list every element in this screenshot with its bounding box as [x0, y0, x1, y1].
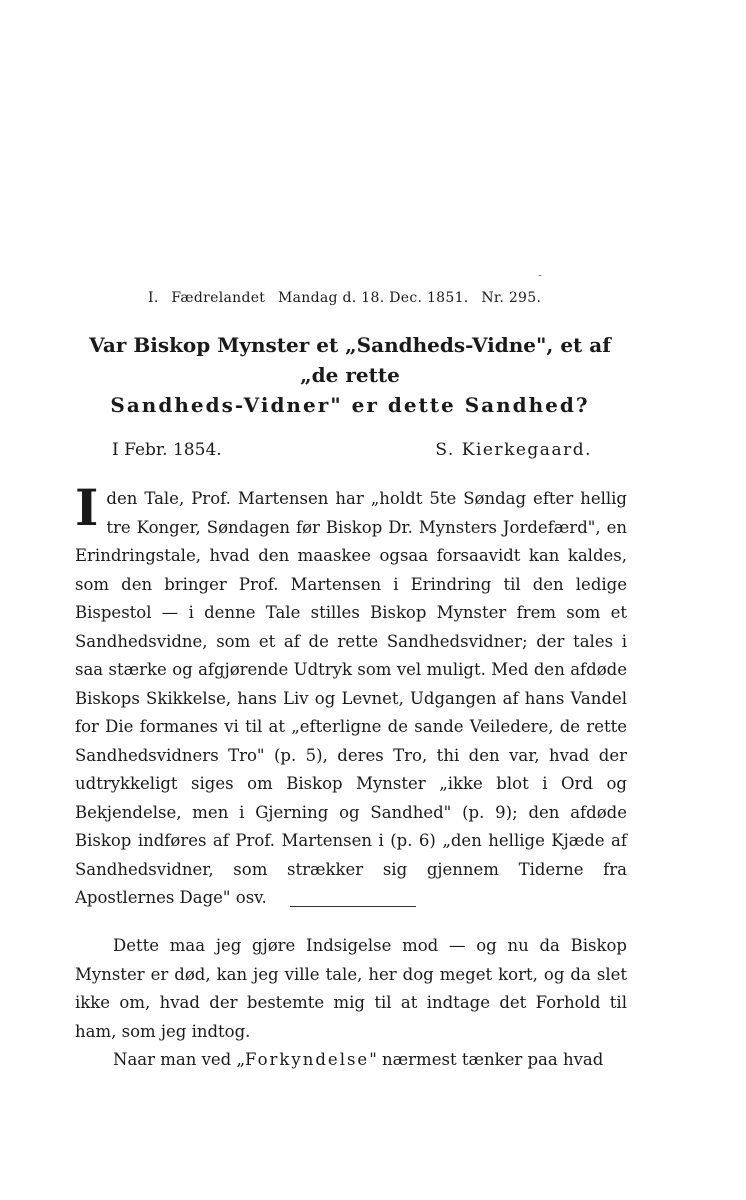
spaced-word: Forkyndelse: [245, 1050, 370, 1069]
source-header: [148, 290, 588, 306]
author-signature: S. Kierkegaard.: [435, 440, 592, 460]
section-divider: [290, 906, 416, 907]
dateline: [112, 440, 592, 460]
publication-date: Mandag d. 18. Dec. 1851.: [278, 290, 469, 306]
issue-number: Nr. 295.: [481, 290, 542, 306]
page-mark: -: [538, 268, 543, 282]
paragraph-3-end: " nærmest tænker paa hvad: [369, 1050, 604, 1069]
paragraph-2: Dette maa jeg gjøre Indsigelse mod — og nu da Biskop Mynster er død, kan jeg ville tale, her dog meget kort, og da slet ikke om, hvad der bestemte mig til at indtage det Forhold til ham, som jeg indtog.: [75, 936, 627, 1041]
paragraph-3-start: Naar man ved „: [113, 1050, 246, 1069]
paragraph-1-text: den Tale, Prof. Martensen har „holdt 5te Søndag efter hellig tre Konger, Søndagen før Biskop Dr. Mynsters Jordefærd", en Erindringstale, hvad den maaskee ogsaa forsaavidt kan kaldes, som den bringer Prof. Martensen i Erindring til den ledige Bispestol — i denne Tale stilles Biskop Mynster frem som et Sandhedsvidne, som et af de rette Sandhedsvidner; der tales i saa stærke og afgjørende Udtryk som vel muligt. Med den afdøde Biskops Skikkelse, hans Liv og Levnet, Udgangen af hans Vandel for Die formanes vi til at „efterligne de sande Veiledere, de rette Sandhedsvidners Tro" (p. 5), deres Tro, thi den var, hvad der udtrykkeligt siges om Biskop Mynster „ikke blot i Ord og Bekjendelse, men i Gjerning og Sandhed" (p. 9); den afdøde Biskop indføres af Prof. Martensen i (p. 6) „den hellige Kjæde af Sandhedsvidner, som strækker sig gjennem Tiderne fra Apostlernes Dage" osv.: [75, 489, 627, 907]
drop-cap: I: [75, 478, 99, 537]
section-numeral: I.: [148, 290, 159, 306]
paragraph-1: [75, 478, 627, 913]
newspaper-name: Fædrelandet: [171, 290, 266, 306]
title-line-2: Sandheds-Vidner" er dette Sandhed?: [110, 393, 590, 417]
title-line-1: Var Biskop Mynster et „Sandheds-Vidne", et af „de rette: [89, 333, 611, 387]
date: I Febr. 1854.: [112, 440, 222, 460]
paragraph-3: [75, 1046, 627, 1075]
article-title: [70, 330, 630, 420]
